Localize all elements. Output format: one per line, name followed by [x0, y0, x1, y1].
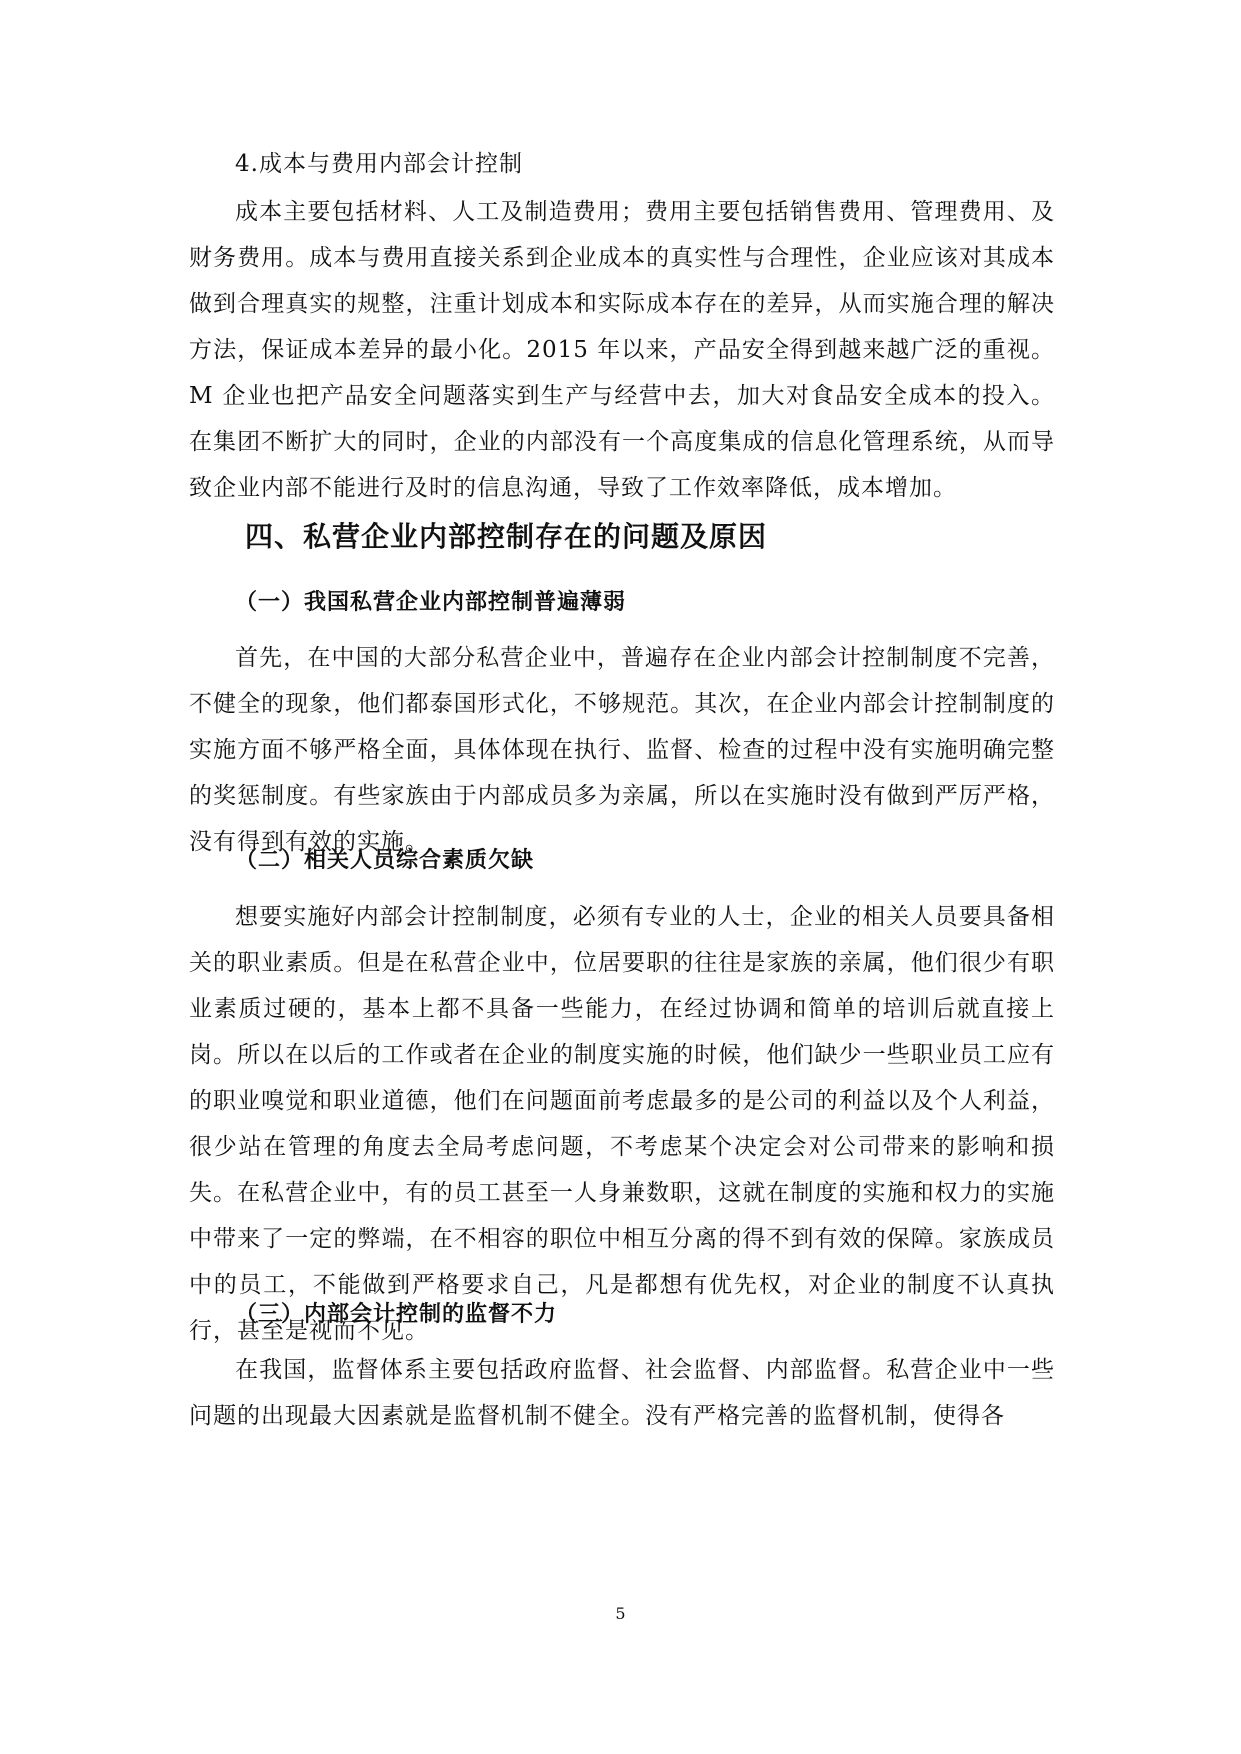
section-heading: 四、私营企业内部控制存在的问题及原因 [245, 520, 768, 553]
paragraph-staff-quality: 想要实施好内部会计控制制度，必须有专业的人士，企业的相关人员要具备相关的职业素质。但是在私营企业中，位居要职的往往是家族的亲属，他们很少有职业素质过硬的，基本上都不具备一些能力，在经过协调和简单的培训后就直接上岗。所以在以后的工作或者在企业的制度实施的时候，他们缺少一些职业员工应有的职业嗅觉和职业道德，他们在问题面前考虑最多的是公司的利益以及个人利益，很少站在管理的角度去全局考虑问题，不考虑某个决定会对公司带来的影响和损失。在私营企业中，有的员工甚至一人身兼数职，这就在制度的实施和权力的实施中带来了一定的弊端，在不相容的职位中相互分离的得不到有效的保障。家族成员中的员工，不能做到严格要求自己，凡是都想有优先权，对企业的制度不认真执行，甚至是视而不见。 [189, 904, 1055, 1344]
subsection-heading-1: （一）我国私营企业内部控制普遍薄弱 [235, 590, 627, 615]
subsection-title: 4.成本与费用内部会计控制 [235, 151, 523, 177]
paragraph-costs: 成本主要包括材料、人工及制造费用；费用主要包括销售费用、管理费用、及财务费用。成本与费用直接关系到企业成本的真实性与合理性，企业应该对其成本做到合理真实的规整，注重计划成本和实际成本存在的差异，从而实施合理的解决方法，保证成本差异的最小化。2015 年以来，产品安全得到越来越广泛的重视。M 企业也把产品安全问题落实到生产与经营中去，加大对食品安全成本的投入。在集团不断扩大的同时，企业的内部没有一个高度集成的信息化管理系统，从而导致企业内部不能进行及时的信息沟通，导致了工作效率降低，成本增加。 [189, 199, 1055, 501]
subsection-heading-3: （三）内部会计控制的监督不力 [235, 1302, 558, 1327]
paragraph-weak-control: 首先，在中国的大部分私营企业中，普遍存在企业内部会计控制制度不完善，不健全的现象，他们都泰国形式化，不够规范。其次，在企业内部会计控制制度的实施方面不够严格全面，具体体现在执行、监督、检查的过程中没有实施明确完整的奖惩制度。有些家族由于内部成员多为亲属，所以在实施时没有做到严厉严格，没有得到有效的实施。 [189, 645, 1055, 855]
subsection-heading-2: （二）相关人员综合素质欠缺 [235, 848, 535, 873]
page-number: 5 [615, 1604, 626, 1623]
paragraph-supervision: 在我国，监督体系主要包括政府监督、社会监督、内部监督。私营企业中一些问题的出现最大因素就是监督机制不健全。没有严格完善的监督机制，使得各 [189, 1357, 1055, 1429]
